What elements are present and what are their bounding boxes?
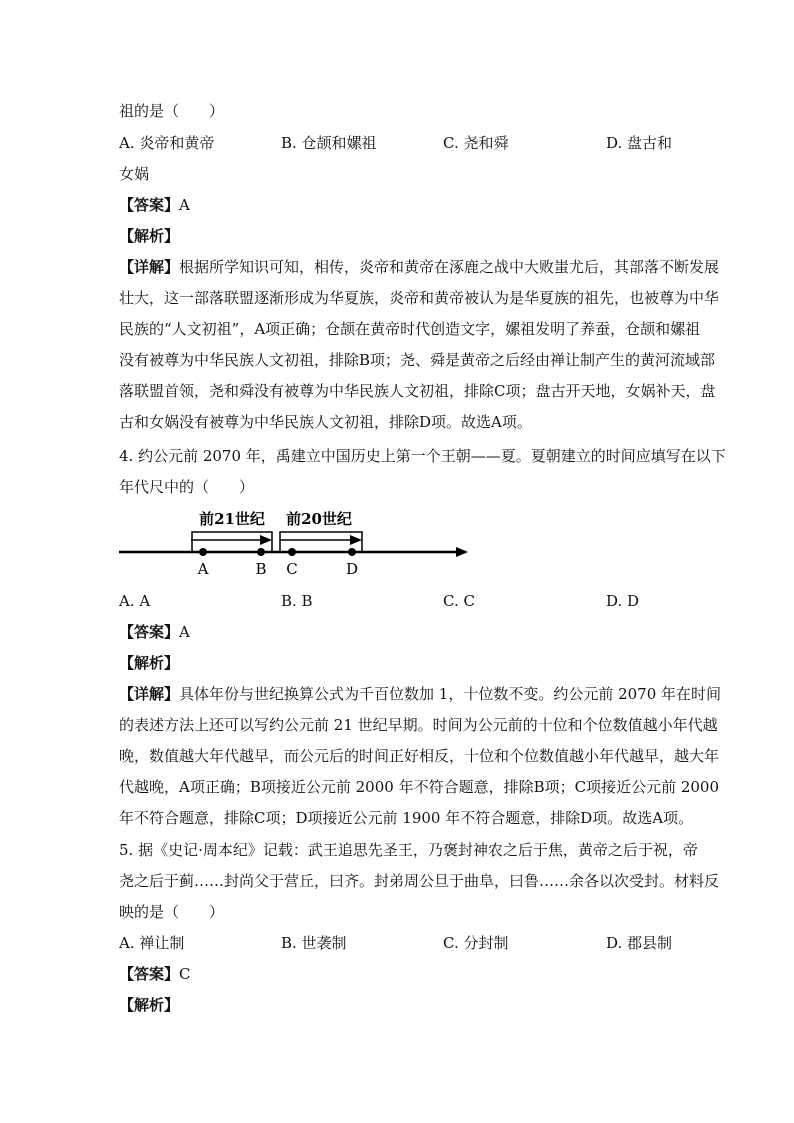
q4-option-b: B. B: [281, 592, 313, 610]
q3-stem-tail: 祖的是（ ）: [119, 102, 225, 120]
q3-analysis-label: 【解析】: [119, 227, 180, 245]
q4-option-d: D. D: [606, 592, 640, 610]
answer-value: A: [179, 196, 190, 214]
q3-detail-line: 落联盟首领，尧和舜没有被尊为中华民族人文初祖，排除C项；盘古开天地，女娲补天，盘: [119, 382, 716, 400]
q3-option-c: C. 尧和舜: [443, 134, 509, 152]
timeline-point-label: B: [255, 560, 267, 578]
q4-answer: [119, 621, 679, 643]
q4-stem-line: 4. 约公元前 2070 年，禹建立中国历史上第一个王朝——夏。夏朝建立的时间应填写在以下: [119, 447, 726, 465]
timeline-point-label: A: [197, 560, 209, 578]
q3-option-d: D. 盘古和: [606, 134, 673, 152]
q4-detail-line: [119, 683, 722, 705]
q4-stem-line: 年代尺中的（ ）: [119, 478, 255, 496]
answer-value: A: [179, 623, 190, 641]
q4-detail-line: 年不符合题意，排除C项；D项接近公元前 1900 年不符合题意，排除D项。故选A项。: [119, 809, 694, 827]
answer-label: 【答案】: [119, 623, 180, 641]
q4-detail-line: 代越晚，A项正确；B项接近公元前 2000 年不符合题意，排除B项；C项接近公元前 2000: [119, 778, 720, 796]
answer-value: C: [179, 965, 191, 983]
timeline-point-label: D: [345, 560, 359, 578]
q3-detail-line: [119, 256, 720, 278]
timeline-point: [257, 548, 265, 556]
q3-option-b: B. 仓颉和嫘祖: [281, 134, 377, 152]
detail-text: 根据所学知识可知，相传，炎帝和黄帝在涿鹿之战中大败蚩尤后，其部落不断发展: [179, 258, 720, 276]
q4-analysis-label: 【解析】: [119, 654, 180, 672]
q5-answer: [119, 963, 679, 985]
q5-stem-line: 尧之后于蓟……封尚父于营丘，曰齐。封弟周公旦于曲阜，曰鲁……余各以次受封。材料反: [119, 872, 720, 890]
detail-label: 【详解】: [119, 258, 180, 276]
q4-option-a: A. A: [119, 592, 151, 610]
q3-detail-line: 古和女娲没有被尊为中华民族人文初祖，排除D项。故选A项。: [119, 413, 532, 431]
timeline-label-21: 前21世纪: [199, 510, 265, 528]
q5-stem-line: 5. 据《史记·周本纪》记载：武王追思先圣王，乃褒封神农之后于焦，黄帝之后于祝，帝: [119, 841, 698, 859]
q3-detail-line: 壮大，这一部落联盟逐渐形成为华夏族，炎帝和黄帝被认为是华夏族的祖先，也被尊为中华: [119, 289, 720, 307]
q5-option-b: B. 世袭制: [281, 934, 347, 952]
q5-stem-line: 映的是（ ）: [119, 903, 225, 921]
timeline-point-label: C: [286, 560, 298, 578]
timeline-label-20: 前20世纪: [286, 510, 352, 528]
timeline-point: [348, 548, 356, 556]
timeline-point: [199, 548, 207, 556]
q3-option-a: A. 炎帝和黄帝: [119, 134, 215, 152]
q5-option-a: A. 禅让制: [119, 934, 185, 952]
answer-label: 【答案】: [119, 196, 180, 214]
q5-analysis-label: 【解析】: [119, 996, 180, 1014]
q4-detail-line: 的表述方法上还可以写约公元前 21 世纪早期。时间为公元前的十位和个位数值越小年代越: [119, 716, 718, 734]
q4-detail-line: 晚，数值越大年代越早，而公元后的时间正好相反，十位和个位数值越小年代越早，越大年: [119, 747, 720, 765]
detail-text: 具体年份与世纪换算公式为千百位数加 1，十位数不变。约公元前 2070 年在时间: [179, 685, 722, 703]
answer-label: 【答案】: [119, 965, 180, 983]
timeline-figure: [0, 500, 794, 582]
q3-answer: [119, 194, 679, 216]
q3-detail-line: 民族的“人文初祖”，A项正确；仓颉在黄帝时代创造文字，嫘祖发明了养蚕，仓颉和嫘祖: [119, 320, 701, 338]
q5-option-d: D. 郡县制: [606, 934, 673, 952]
detail-label: 【详解】: [119, 685, 180, 703]
q3-detail-line: 没有被尊为中华民族人文初祖，排除B项；尧、舜是黄帝之后经由禅让制产生的黄河流域部: [119, 351, 716, 369]
timeline-point: [288, 548, 296, 556]
q5-option-c: C. 分封制: [443, 934, 509, 952]
q4-option-c: C. C: [443, 592, 475, 610]
q3-option-d-wrap: 女娲: [119, 165, 150, 183]
